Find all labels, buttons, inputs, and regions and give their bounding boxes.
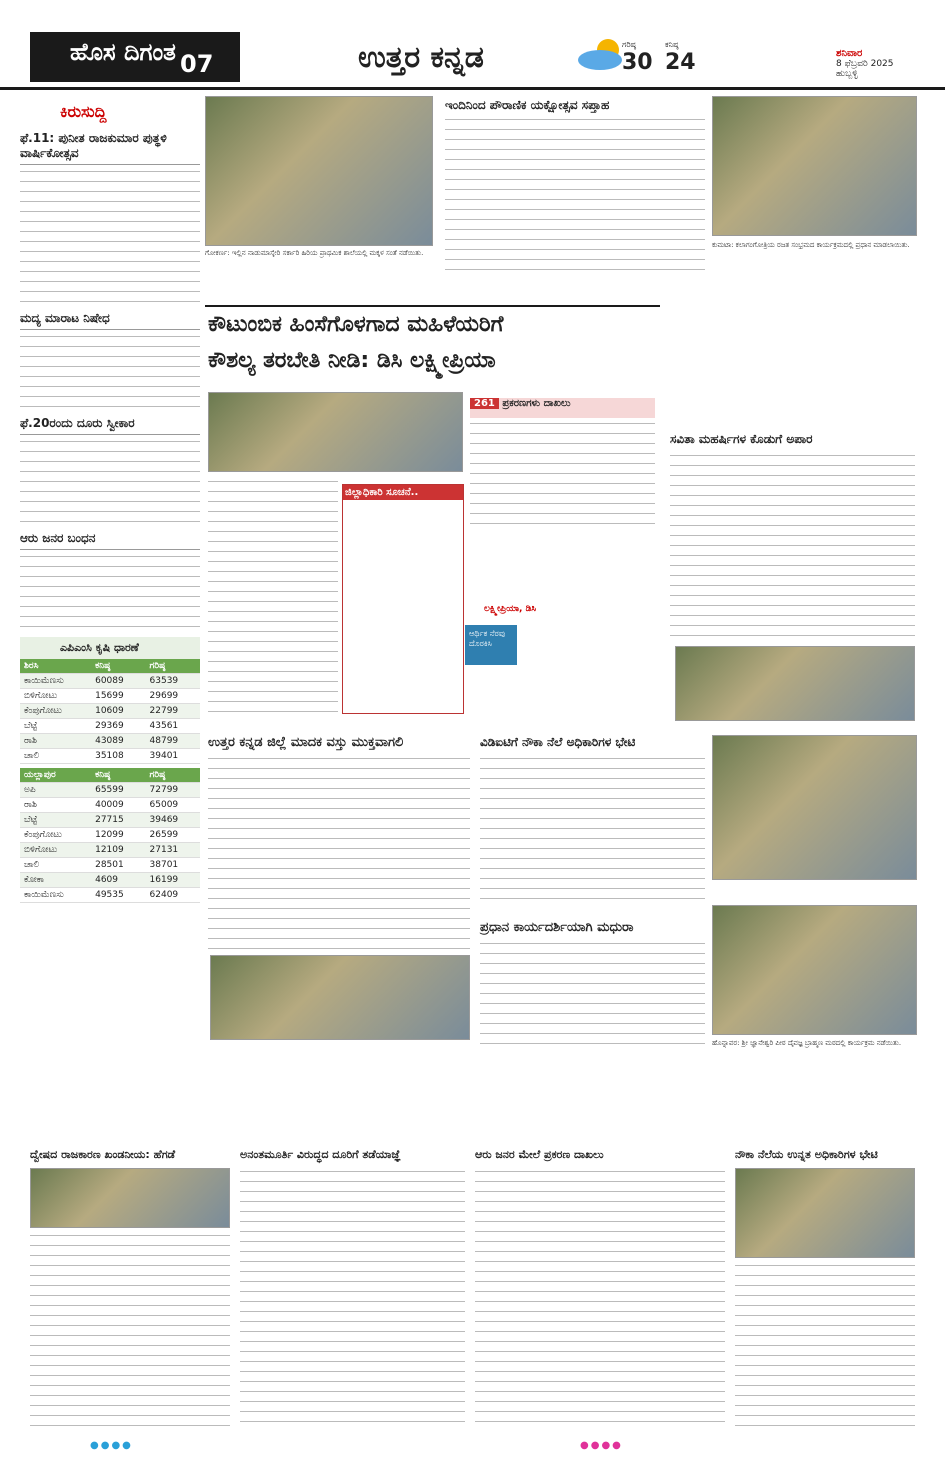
table-cell: 28501: [91, 858, 145, 873]
table-cell: ರಾಶಿ: [20, 798, 91, 813]
table-cell: 43561: [146, 719, 200, 734]
lead-headline-2: ಕೌಶಲ್ಯ ತರಬೇತಿ ನೀಡಿ: ಡಿಸಿ ಲಕ್ಷ್ಮೀಪ್ರಿಯಾ: [208, 348, 496, 373]
table-cell: 35108: [91, 749, 145, 764]
dc-directions-box: ಜಿಲ್ಲಾಧಿಕಾರಿ ಸೂಚನೆ..: [342, 484, 464, 714]
photo-caption: ಗೋಕರ್ಣ: ಇಲ್ಲಿನ ನಾಡುಮಾಸ್ಕೇರಿ ಸರ್ಕಾರಿ ಹಿರಿಯ ಪ್ರಾಥಮಿಕ ಶಾಲೆಯಲ್ಲಿ ಮಕ್ಕಳ ಸಂತೆ ನಡೆಯಿತು.: [205, 249, 424, 257]
aid-box: ಆರ್ಥಿಕ ನೆರವು ದೊರಕಿಸಿ: [465, 625, 517, 665]
lead-headline-1: ಕೌಟುಂಬಿಕ ಹಿಂಸೆಗೊಳಗಾದ ಮಹಿಳೆಯರಿಗೆ: [208, 312, 504, 337]
brief-headline: ಮದ್ಯ ಮಾರಾಟ ನಿಷೇಧ: [20, 308, 200, 330]
table-row: [20, 888, 200, 903]
table-cell: 63539: [146, 674, 200, 689]
photo-procession: [712, 905, 917, 1035]
table-row: [20, 873, 200, 888]
story-text: [670, 452, 915, 644]
table-cell: ಬಿಳಿಗೋಟು: [20, 843, 91, 858]
table-cell: 72799: [146, 783, 200, 798]
table-row: [20, 843, 200, 858]
brief-headline: ಫೆ.11: ಪುನೀತ ರಾಜಕುಮಾರ ಪುತ್ಥಳಿ ವಾರ್ಷಿಕೋತ್ಸವ: [20, 128, 200, 165]
lead-text: [208, 478, 338, 716]
table-cell: 12099: [91, 828, 145, 843]
table-row: [20, 798, 200, 813]
brief-headline: ಆರು ಜನರ ಬಂಧನ: [20, 528, 200, 550]
story-text: [208, 755, 470, 950]
region-title: ಉತ್ತರ ಕನ್ನಡ: [358, 40, 484, 75]
brief-text: [20, 333, 200, 413]
krishi-table-sirsi: [20, 659, 200, 764]
table-cell: ಅಪಿ: [20, 783, 91, 798]
story-headline: ದ್ವೇಷದ ರಾಜಕಾರಣ ಖಂಡನೀಯ: ಹೆಗಡೆ: [30, 1148, 176, 1161]
table-cell: ಬೆಟ್ಟೆ: [20, 719, 91, 734]
table-cell: 65009: [146, 798, 200, 813]
table-row: [20, 828, 200, 843]
table-cell: 40009: [91, 798, 145, 813]
photo-caption: ಹೊನ್ನಾವರ: ಶ್ರೀ ಜ್ಞಾನೇಶ್ವರಿ ಪೀಠ ದೈವಜ್ಞ ಬ್ರಾಹ್ಮಣ ಮಠದಲ್ಲಿ ಕಾರ್ಯಕ್ರಮ ನಡೆಯಿತು.: [712, 1039, 902, 1047]
brief-text: [20, 553, 200, 633]
story-text: [735, 1262, 915, 1427]
photo-drug-meeting: [210, 955, 470, 1040]
story-text: [445, 116, 705, 276]
table-cell: 39401: [146, 749, 200, 764]
table-cell: 12109: [91, 843, 145, 858]
table-row: [20, 783, 200, 798]
table-row: [20, 749, 200, 764]
table-cell: ಚಾಲಿ: [20, 749, 91, 764]
table-header: ಕನಿಷ್ಠ: [91, 768, 145, 783]
story-text: [30, 1232, 230, 1427]
story-headline: ಉತ್ತರ ಕನ್ನಡ ಜಿಲ್ಲೆ ಮಾದಕ ವಸ್ತು ಮುಕ್ತವಾಗಲಿ: [208, 735, 404, 750]
table-cell: 49535: [91, 888, 145, 903]
table-cell: 48799: [146, 734, 200, 749]
table-cell: 43089: [91, 734, 145, 749]
newspaper-logo: ಹೊಸ ದಿಗಂತ 07: [30, 32, 240, 82]
brief-text: [20, 438, 200, 528]
table-row: [20, 674, 200, 689]
table-cell: 10609: [91, 704, 145, 719]
table-cell: 29699: [146, 689, 200, 704]
table-cell: ಕಾಯಿಮೆಣಸು: [20, 674, 91, 689]
table-cell: 26599: [146, 828, 200, 843]
temp-min: ಕನಿಷ್ಠ 24: [665, 40, 696, 75]
story-headline: ನೌಕಾ ನೆಲೆಯ ಉನ್ನತ ಅಧಿಕಾರಿಗಳ ಭೇಟಿ: [735, 1148, 878, 1161]
story-text: [475, 1168, 725, 1428]
table-row: [20, 858, 200, 873]
table-row: [20, 704, 200, 719]
quote-byline: ಲಕ್ಷ್ಮೀಪ್ರಿಯಾ, ಡಿಸಿ: [484, 604, 537, 614]
temp-max: ಗರಿಷ್ಠ 30: [622, 40, 653, 75]
story-text: [480, 940, 705, 1050]
table-row: [20, 689, 200, 704]
photo-navy-visit: [735, 1168, 915, 1258]
table-cell: 62409: [146, 888, 200, 903]
story-text: [480, 755, 705, 905]
masthead: [0, 0, 945, 90]
story-headline: ವಿಡಿಐಟಿಗೆ ನೌಕಾ ನೆಲೆ ಅಧಿಕಾರಿಗಳ ಭೇಟಿ: [480, 735, 636, 749]
table-cell: 27715: [91, 813, 145, 828]
story-headline: ಸವಿತಾ ಮಹರ್ಷಿಗಳ ಕೊಡುಗೆ ಅಪಾರ: [670, 432, 813, 446]
table-cell: ಕೋಕಾ: [20, 873, 91, 888]
story-headline: ಅನಂತಮೂರ್ತಿ ವಿರುದ್ಧದ ದೂರಿಗೆ ತಡೆಯಾಜ್ಞೆ: [240, 1148, 401, 1161]
section-kirusuddi: ಕಿರುಸುದ್ದಿ: [60, 102, 107, 121]
photo-savitha: [675, 646, 915, 721]
color-marks: ●●●●: [90, 1440, 133, 1451]
table-header: ಗರಿಷ್ಠ: [146, 768, 200, 783]
brief-text: [20, 168, 200, 308]
table-cell: ಚಾಲಿ: [20, 858, 91, 873]
table-header: ಯಲ್ಲಾಪುರ: [20, 768, 91, 783]
table-cell: 38701: [146, 858, 200, 873]
photo-market: [205, 96, 433, 246]
story-text: [240, 1168, 465, 1428]
story-headline: ಇಂದಿನಿಂದ ಪೌರಾಣಿಕ ಯಕ್ಷೋತ್ಸವ ಸಪ್ತಾಹ: [445, 98, 610, 112]
table-cell: 27131: [146, 843, 200, 858]
table-header: ಗರಿಷ್ಠ: [146, 659, 200, 674]
table-cell: 65599: [91, 783, 145, 798]
stat-box: 261 ಪ್ರಕರಣಗಳು ದಾಖಲು: [470, 398, 655, 418]
table-cell: ಕಾಯಿಮೆಣಸು: [20, 888, 91, 903]
table-cell: 22799: [146, 704, 200, 719]
table-cell: ಕೆಂಪುಗೋಟು: [20, 828, 91, 843]
table-cell: ರಾಶಿ: [20, 734, 91, 749]
page-number: 07: [180, 50, 214, 78]
table-cell: ಬೆಟ್ಟೆ: [20, 813, 91, 828]
photo-award: [712, 96, 917, 236]
brief-headline: ಫೆ.20ರಂದು ದೂರು ಸ್ವೀಕಾರ: [20, 413, 200, 435]
table-cell: 39469: [146, 813, 200, 828]
photo-navy: [712, 735, 917, 880]
table-row: [20, 813, 200, 828]
story-headline: ಆರು ಜನರ ಮೇಲೆ ಪ್ರಕರಣ ದಾಖಲು: [475, 1148, 604, 1161]
table-cell: 16199: [146, 873, 200, 888]
left-column: [20, 96, 200, 903]
table-header: ಶಿರಸಿ: [20, 659, 91, 674]
krishi-table-yellapur: [20, 768, 200, 903]
table-cell: 60089: [91, 674, 145, 689]
table-header: ಕನಿಷ್ಠ: [91, 659, 145, 674]
photo-caption: ಕುಮಟಾ: ಕಲಾಗಂಗೋತ್ರಿಯ ರಜತ ಸಂಭ್ರಮದ ಕಾರ್ಯಕ್ರಮದಲ್ಲಿ ಪ್ರಧಾನ ಮಾಡಲಾಯಿತು.: [712, 241, 910, 249]
date-block: ಶನಿವಾರ 8 ಫೆಬ್ರವರಿ 2025 ಹುಬ್ಬಳ್ಳಿ: [836, 48, 894, 79]
table-cell: ಕೆಂಪುಗೋಟು: [20, 704, 91, 719]
table-cell: ಬಿಳಿಗೋಟು: [20, 689, 91, 704]
photo-meeting: [208, 392, 463, 472]
table-cell: 15699: [91, 689, 145, 704]
krishi-title: ಎಪಿಎಂಸಿ ಕೃಷಿ ಧಾರಣೆ: [20, 637, 200, 659]
table-cell: 4609: [91, 873, 145, 888]
table-row: [20, 719, 200, 734]
lead-text: [470, 420, 655, 530]
photo-press: [30, 1168, 230, 1228]
color-marks: ●●●●: [580, 1440, 623, 1451]
table-row: [20, 734, 200, 749]
story-headline: ಪ್ರಧಾನ ಕಾರ್ಯದರ್ಶಿಯಾಗಿ ಮಧುರಾ: [480, 920, 634, 935]
table-cell: 29369: [91, 719, 145, 734]
